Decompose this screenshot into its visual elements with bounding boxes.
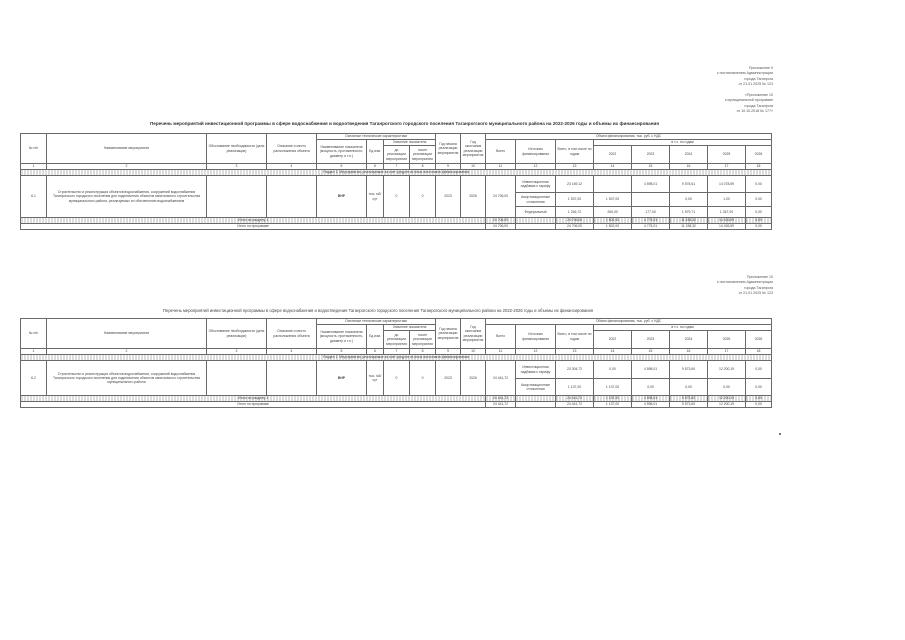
col-source: Источник финансирования xyxy=(516,325,556,349)
col-tech-name: Наименование показателя (мощность, протяженность, диаметр и т.п.) xyxy=(317,140,367,164)
col-reason: Обоснование необходимости (цель реализации) xyxy=(207,319,267,349)
col-no: № п/п xyxy=(21,319,47,349)
col-total: Всего xyxy=(486,140,516,164)
col-before: до реализации мероприятия xyxy=(384,331,410,349)
top-approval-note-2: «Приложение 10 к муниципальной программе города Таганрога от 10.10.2018 № 177» xyxy=(724,93,773,114)
col-start: Год начала реализации мероприятия xyxy=(436,134,461,164)
col-unit: Ед.изм. xyxy=(367,140,384,164)
col-desc: Описание и место расположения объекта xyxy=(267,319,317,349)
top-approval-note: Приложение 9 к постановлению Администрации города Таганрога от 21.01.2025 № 123 xyxy=(717,66,773,87)
col-before: до реализации мероприятия xyxy=(384,146,410,164)
col-year: 2022 xyxy=(594,331,632,349)
section-row: Раздел 1. Мероприятия, реализуемые за счет средств из иных источников финансирования xyxy=(21,170,772,176)
col-start: Год начала реализации мероприятия xyxy=(436,319,461,349)
section-total-row: Итого по разделу 1 24 441,72 24 441,72 1 137,00 4 598,01 9 573,60 12 200,19 0,00 xyxy=(21,396,772,402)
col-year: 2022 xyxy=(594,146,632,164)
col-year: 2023 xyxy=(632,331,670,349)
table-row: 6.2 Строительство и реконструкция объектов водоснабжения, сооружений водоснабжения Таганрогского городского поселения для подключения объектов капитального строительства муниципального района ВНР тыс. м3/сут 0 0 2023 2026 24 441,72 Инвестиционная надбавка к тарифу 23 304,72 0,00 4 598,01 9 573,60 12 200,19 0,00 xyxy=(21,361,772,379)
column-numbers-row: 1 2 3 4 5 6 7 8 9 10 11 12 13 14 15 16 17 18 xyxy=(21,349,772,355)
bottom-approval-note: Приложение 10 к постановлению Администрации города Таганрога от 21.01.2025 № 123 xyxy=(717,275,773,296)
col-fin: Объем финансирования, тыс. руб. с НДС xyxy=(486,319,772,325)
table-row: Амортизационные отчисления 1 537,00 1 537,00 0,00 1,00 0,00 xyxy=(21,193,772,207)
col-year: 2026 xyxy=(746,331,772,349)
top-table-title: Перечень мероприятий инвестиционной программы в сфере водоснабжения и водоотведения Таганрогского городского поселения Таганрогского муниципального района на 2022-2026 годы и объемы их финансирования xyxy=(150,121,660,126)
col-after: после реализации мероприятия xyxy=(410,331,436,349)
table-row: Федеральный 1 246,72 265,00 177,00 1 579,71 1 347,00 0,00 xyxy=(21,207,772,218)
col-reason: Обоснование необходимости (цель реализации) xyxy=(207,134,267,164)
col-desc: Описание и место расположения объекта xyxy=(267,134,317,164)
section-row: Раздел 1. Мероприятия, реализуемые за счет средств из иных источников финансирования xyxy=(21,355,772,361)
col-values: Значение показателя xyxy=(384,325,436,331)
table-row: 6.1 Строительство и реконструкция объектов водоснабжения, сооружений водоснабжения Таганрогского городского поселения для подключения объектов капитального строительства муниципального района, реализуемых по обеспечению водоснабжением ВНР тыс. м3/сут 0 0 2023 2026 24 706,00 Инвестиционная надбавка к тарифу 23 169,12 4 598,01 9 578,61 14 078,59 0,00 xyxy=(21,176,772,193)
col-no: № п/п xyxy=(21,134,47,164)
col-fin: Объем финансирования, тыс. руб. с НДС xyxy=(486,134,772,140)
col-unit: Ед.изм. xyxy=(367,325,384,349)
col-spent: Всего, в том числе по годам xyxy=(556,325,594,349)
col-year: 2026 xyxy=(746,146,772,164)
top-investment-table xyxy=(20,133,772,230)
col-year: 2024 xyxy=(670,331,708,349)
bottom-table-title: Перечень мероприятий инвестиционной программы в сфере водоснабжения и водоотведения Таганрогского городского поселения Таганрогского муниципального района на 2022-2026 годы и объемы их финансирования xyxy=(163,308,594,313)
col-tech: Основные технические характеристики xyxy=(317,319,436,325)
col-incl: в т.ч. по годам xyxy=(594,325,772,331)
col-incl: в т.ч. по годам xyxy=(594,140,772,146)
grand-total-row: Итого по программе 24 441,72 24 441,72 1 137,00 4 598,01 9 573,60 12 200,19 0,00 xyxy=(21,402,772,408)
col-year: 2025 xyxy=(708,146,746,164)
grand-total-row: Итого по программе 24 706,00 24 706,00 1 802,00 4 775,01 11 158,32 14 426,59 0,00 xyxy=(21,224,772,230)
col-after: после реализации мероприятия xyxy=(410,146,436,164)
section-total-row: Итого по разделу 1 24 706,00 24 706,00 1 802,00 4 775,01 11 158,32 14 426,59 0,00 xyxy=(21,218,772,224)
col-spent: Всего, в том числе по годам xyxy=(556,140,594,164)
table-row: Амортизационные отчисления 1 137,00 1 137,00 0,00 0,00 0,00 0,00 xyxy=(21,379,772,396)
col-tech-name: Наименование показателя (мощность, протяженность, диаметр и т.п.) xyxy=(317,325,367,349)
col-end: Год окончания реализации мероприятия xyxy=(461,134,486,164)
col-tech: Основные технические характеристики xyxy=(317,134,436,140)
col-year: 2025 xyxy=(708,331,746,349)
col-source: Источник финансирования xyxy=(516,140,556,164)
col-year: 2024 xyxy=(670,146,708,164)
col-values: Значение показателя xyxy=(384,140,436,146)
col-name: Наименование мероприятия xyxy=(47,134,207,164)
scan-speck xyxy=(779,433,781,435)
col-year: 2023 xyxy=(632,146,670,164)
col-name: Наименование мероприятия xyxy=(47,319,207,349)
col-total: Всего xyxy=(486,325,516,349)
bottom-investment-table xyxy=(20,318,772,408)
col-end: Год окончания реализации мероприятия xyxy=(461,319,486,349)
column-numbers-row: 1 2 3 4 5 6 7 8 9 10 11 12 13 14 15 16 17 18 xyxy=(21,164,772,170)
